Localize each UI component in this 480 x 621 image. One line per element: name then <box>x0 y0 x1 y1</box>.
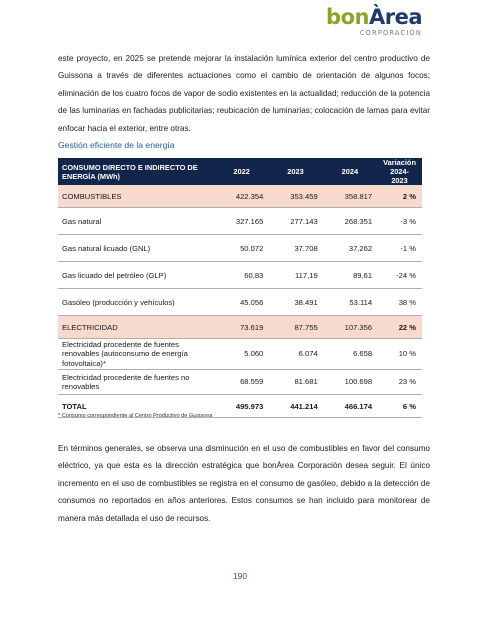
page-number: 190 <box>233 571 247 581</box>
header-variation <box>377 158 422 185</box>
value-2023: 81.681 <box>268 370 322 395</box>
table-row-gnl <box>58 235 422 262</box>
section-title: Gestión eficiente de la energía <box>58 140 175 150</box>
header-label: CONSUMO DIRECTO E INDIRECTO DE ENERGÍA (MWh) <box>58 158 215 185</box>
value-2024: 37.262 <box>323 235 377 262</box>
header-2024: 2024 <box>323 158 377 185</box>
value-2022: 327.165 <box>215 208 268 235</box>
table-row-electricidad <box>58 316 422 339</box>
value-2023: 37.708 <box>268 235 322 262</box>
value-2022: 68.559 <box>215 370 268 395</box>
table-row-electricidad-renovable <box>58 339 422 370</box>
value-variation: -24 % <box>377 262 422 289</box>
value-2023: 117,19 <box>268 262 322 289</box>
header-2022: 2022 <box>215 158 268 185</box>
header-2023: 2023 <box>268 158 322 185</box>
bonarea-logo <box>326 6 422 37</box>
value-2024: 466.174 <box>323 395 377 418</box>
value-variation: 6 % <box>377 395 422 418</box>
value-variation: 38 % <box>377 289 422 316</box>
value-2023: 87.755 <box>268 316 322 339</box>
value-2022: 5.060 <box>215 339 268 370</box>
value-2022: 60,83 <box>215 262 268 289</box>
summary-paragraph: En términos generales, se observa una disminución en el uso de combustibles en favor del consumo eléctrico, ya que esta es la dirección estratégica que bonÀrea Corporación desea seguir. El único incremento en el uso de combustibles se registra en el consumo de gasóleo, debido a la detección de consumos no reportados en años anteriores. Estos consumos se han incluido para monitorear de manera más detallada el uso de recursos. <box>58 444 430 523</box>
table-footnote: * Consumo correspondiente al Centro Productivo de Guissona <box>58 413 213 419</box>
value-2023: 277.143 <box>268 208 322 235</box>
value-variation: -3 % <box>377 208 422 235</box>
value-2024: 6.658 <box>323 339 377 370</box>
value-2022: 422.354 <box>215 185 268 208</box>
value-2023: 38.491 <box>268 289 322 316</box>
table-header-row <box>58 158 422 185</box>
logo-word-area: Àrea <box>368 5 422 29</box>
value-2022: 50.072 <box>215 235 268 262</box>
value-variation: 23 % <box>377 370 422 395</box>
table-row-glp <box>58 262 422 289</box>
row-label: TOTAL <box>58 395 215 418</box>
value-variation: 2 % <box>377 185 422 208</box>
table-row-gasoleo <box>58 289 422 316</box>
value-2024: 100.698 <box>323 370 377 395</box>
row-label: Gasóleo (producción y vehículos) <box>58 289 215 316</box>
value-variation: -1 % <box>377 235 422 262</box>
row-label: Gas natural licuado (GNL) <box>58 235 215 262</box>
row-label: Electricidad procedente de fuentes renovables (autoconsumo de energía fotovoltaica)* <box>58 339 215 370</box>
energy-consumption-table <box>58 158 422 418</box>
value-2024: 358.817 <box>323 185 377 208</box>
value-2024: 107.356 <box>323 316 377 339</box>
value-2024: 268.351 <box>323 208 377 235</box>
value-2024: 53.114 <box>323 289 377 316</box>
intro-paragraph: este proyecto, en 2025 se pretende mejorar la instalación lumínica exterior del centro productivo de Guissona a través de diferentes actuaciones como el cambio de orientación de algunos focos; eliminación de los cuatro focos de vapor de sodio existentes en la actualidad; reducción de la potencia de las luminarias en fachadas publicitarias; reubicación de luminarias; colocación de lamas para evitar enfocar hacia el exterior, entre otras. <box>58 54 430 133</box>
value-2022: 495.973 <box>215 395 268 418</box>
value-2024: 89,61 <box>323 262 377 289</box>
row-label: COMBUSTIBLES <box>58 185 215 208</box>
table-row-combustibles <box>58 185 422 208</box>
table-row-electricidad-no-renovable <box>58 370 422 395</box>
value-2022: 45.056 <box>215 289 268 316</box>
header-variation-line2: 2024-2023 <box>390 167 409 185</box>
value-variation: 10 % <box>377 339 422 370</box>
logo-wordmark <box>326 6 422 28</box>
row-label: Gas natural <box>58 208 215 235</box>
table-row-gas-natural <box>58 208 422 235</box>
row-label: ELECTRICIDAD <box>58 316 215 339</box>
value-2023: 441.214 <box>268 395 322 418</box>
header-variation-line1: Variación <box>383 158 416 167</box>
row-label: Gas licuado del petróleo (GLP) <box>58 262 215 289</box>
row-label: Electricidad procedente de fuentes no renovables <box>58 370 215 395</box>
value-2023: 6.074 <box>268 339 322 370</box>
value-2023: 353.459 <box>268 185 322 208</box>
value-variation: 22 % <box>377 316 422 339</box>
logo-subtitle: CORPORACIÓN <box>359 29 422 37</box>
logo-word-bon: bon <box>326 5 369 29</box>
value-2022: 73.619 <box>215 316 268 339</box>
